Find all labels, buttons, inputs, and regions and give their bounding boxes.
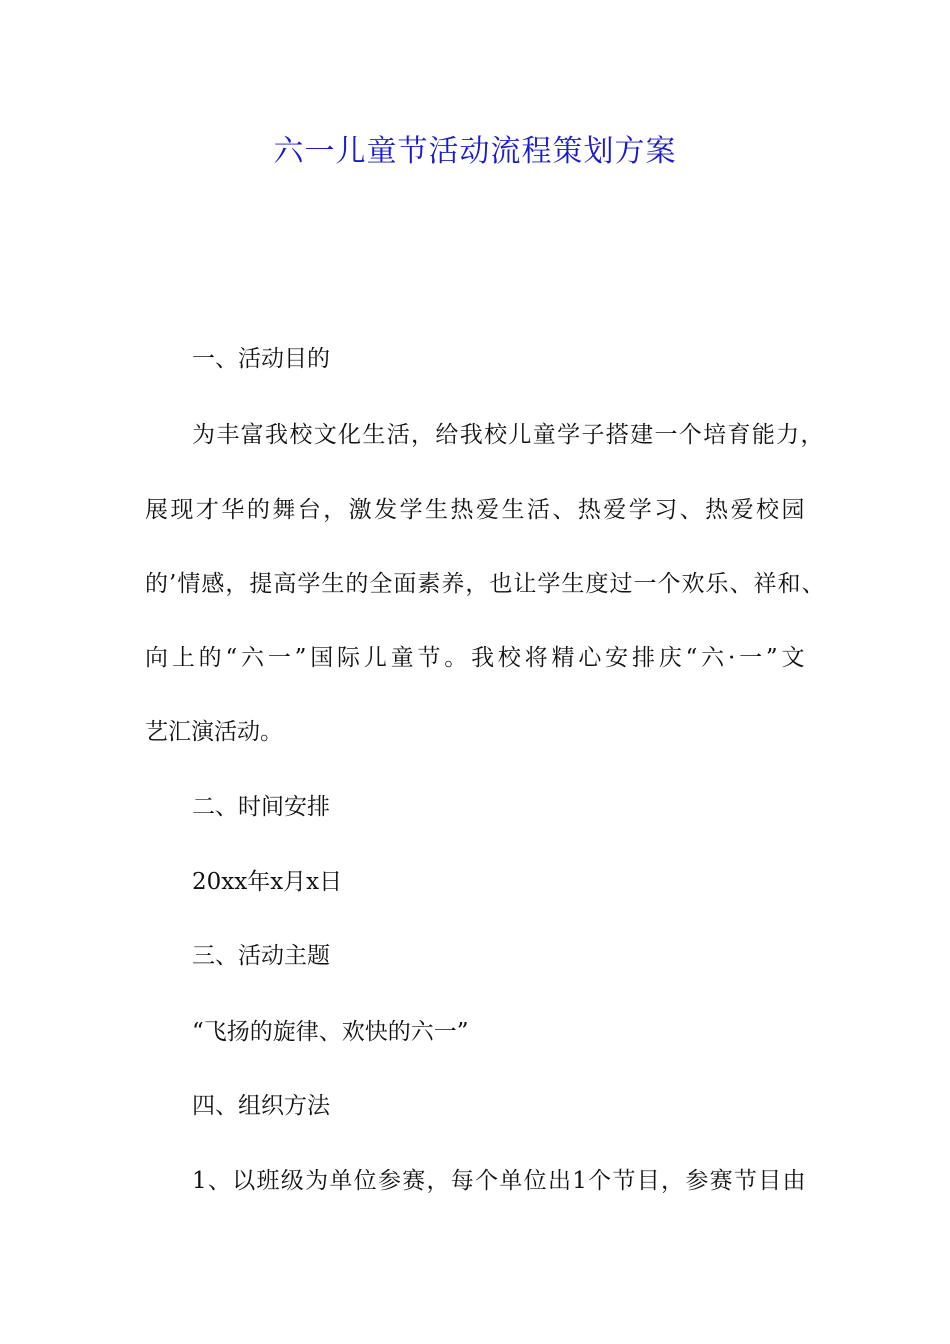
paragraph-line: 向上的“六一”国际儿童节。我校将精心安排庆“六·一”文 xyxy=(145,645,805,671)
section-heading-organization: 四、组织方法 xyxy=(192,1093,330,1119)
paragraph-line: 展现才华的舞台，激发学生热爱生活、热爱学习、热爱校园 xyxy=(145,497,805,523)
section-heading-theme: 三、活动主题 xyxy=(192,943,330,969)
schedule-date: 20xx年x月x日 xyxy=(192,869,343,895)
paragraph-line: 艺汇演活动。 xyxy=(145,719,283,745)
section-heading-purpose: 一、活动目的 xyxy=(192,346,330,372)
document-title: 六一儿童节活动流程策划方案 xyxy=(273,134,677,169)
paragraph-line: 的’情感，提高学生的全面素养，也让学生度过一个欢乐、祥和、 xyxy=(145,571,825,597)
section-heading-schedule: 二、时间安排 xyxy=(192,794,330,820)
paragraph-line: 为丰富我校文化生活，给我校儿童学子搭建一个培育能力， xyxy=(192,422,824,448)
theme-text: “飞扬的旋律、欢快的六一” xyxy=(192,1019,469,1045)
paragraph-line: 1、以班级为单位参赛，每个单位出1个节目，参赛节目由 xyxy=(192,1168,806,1194)
